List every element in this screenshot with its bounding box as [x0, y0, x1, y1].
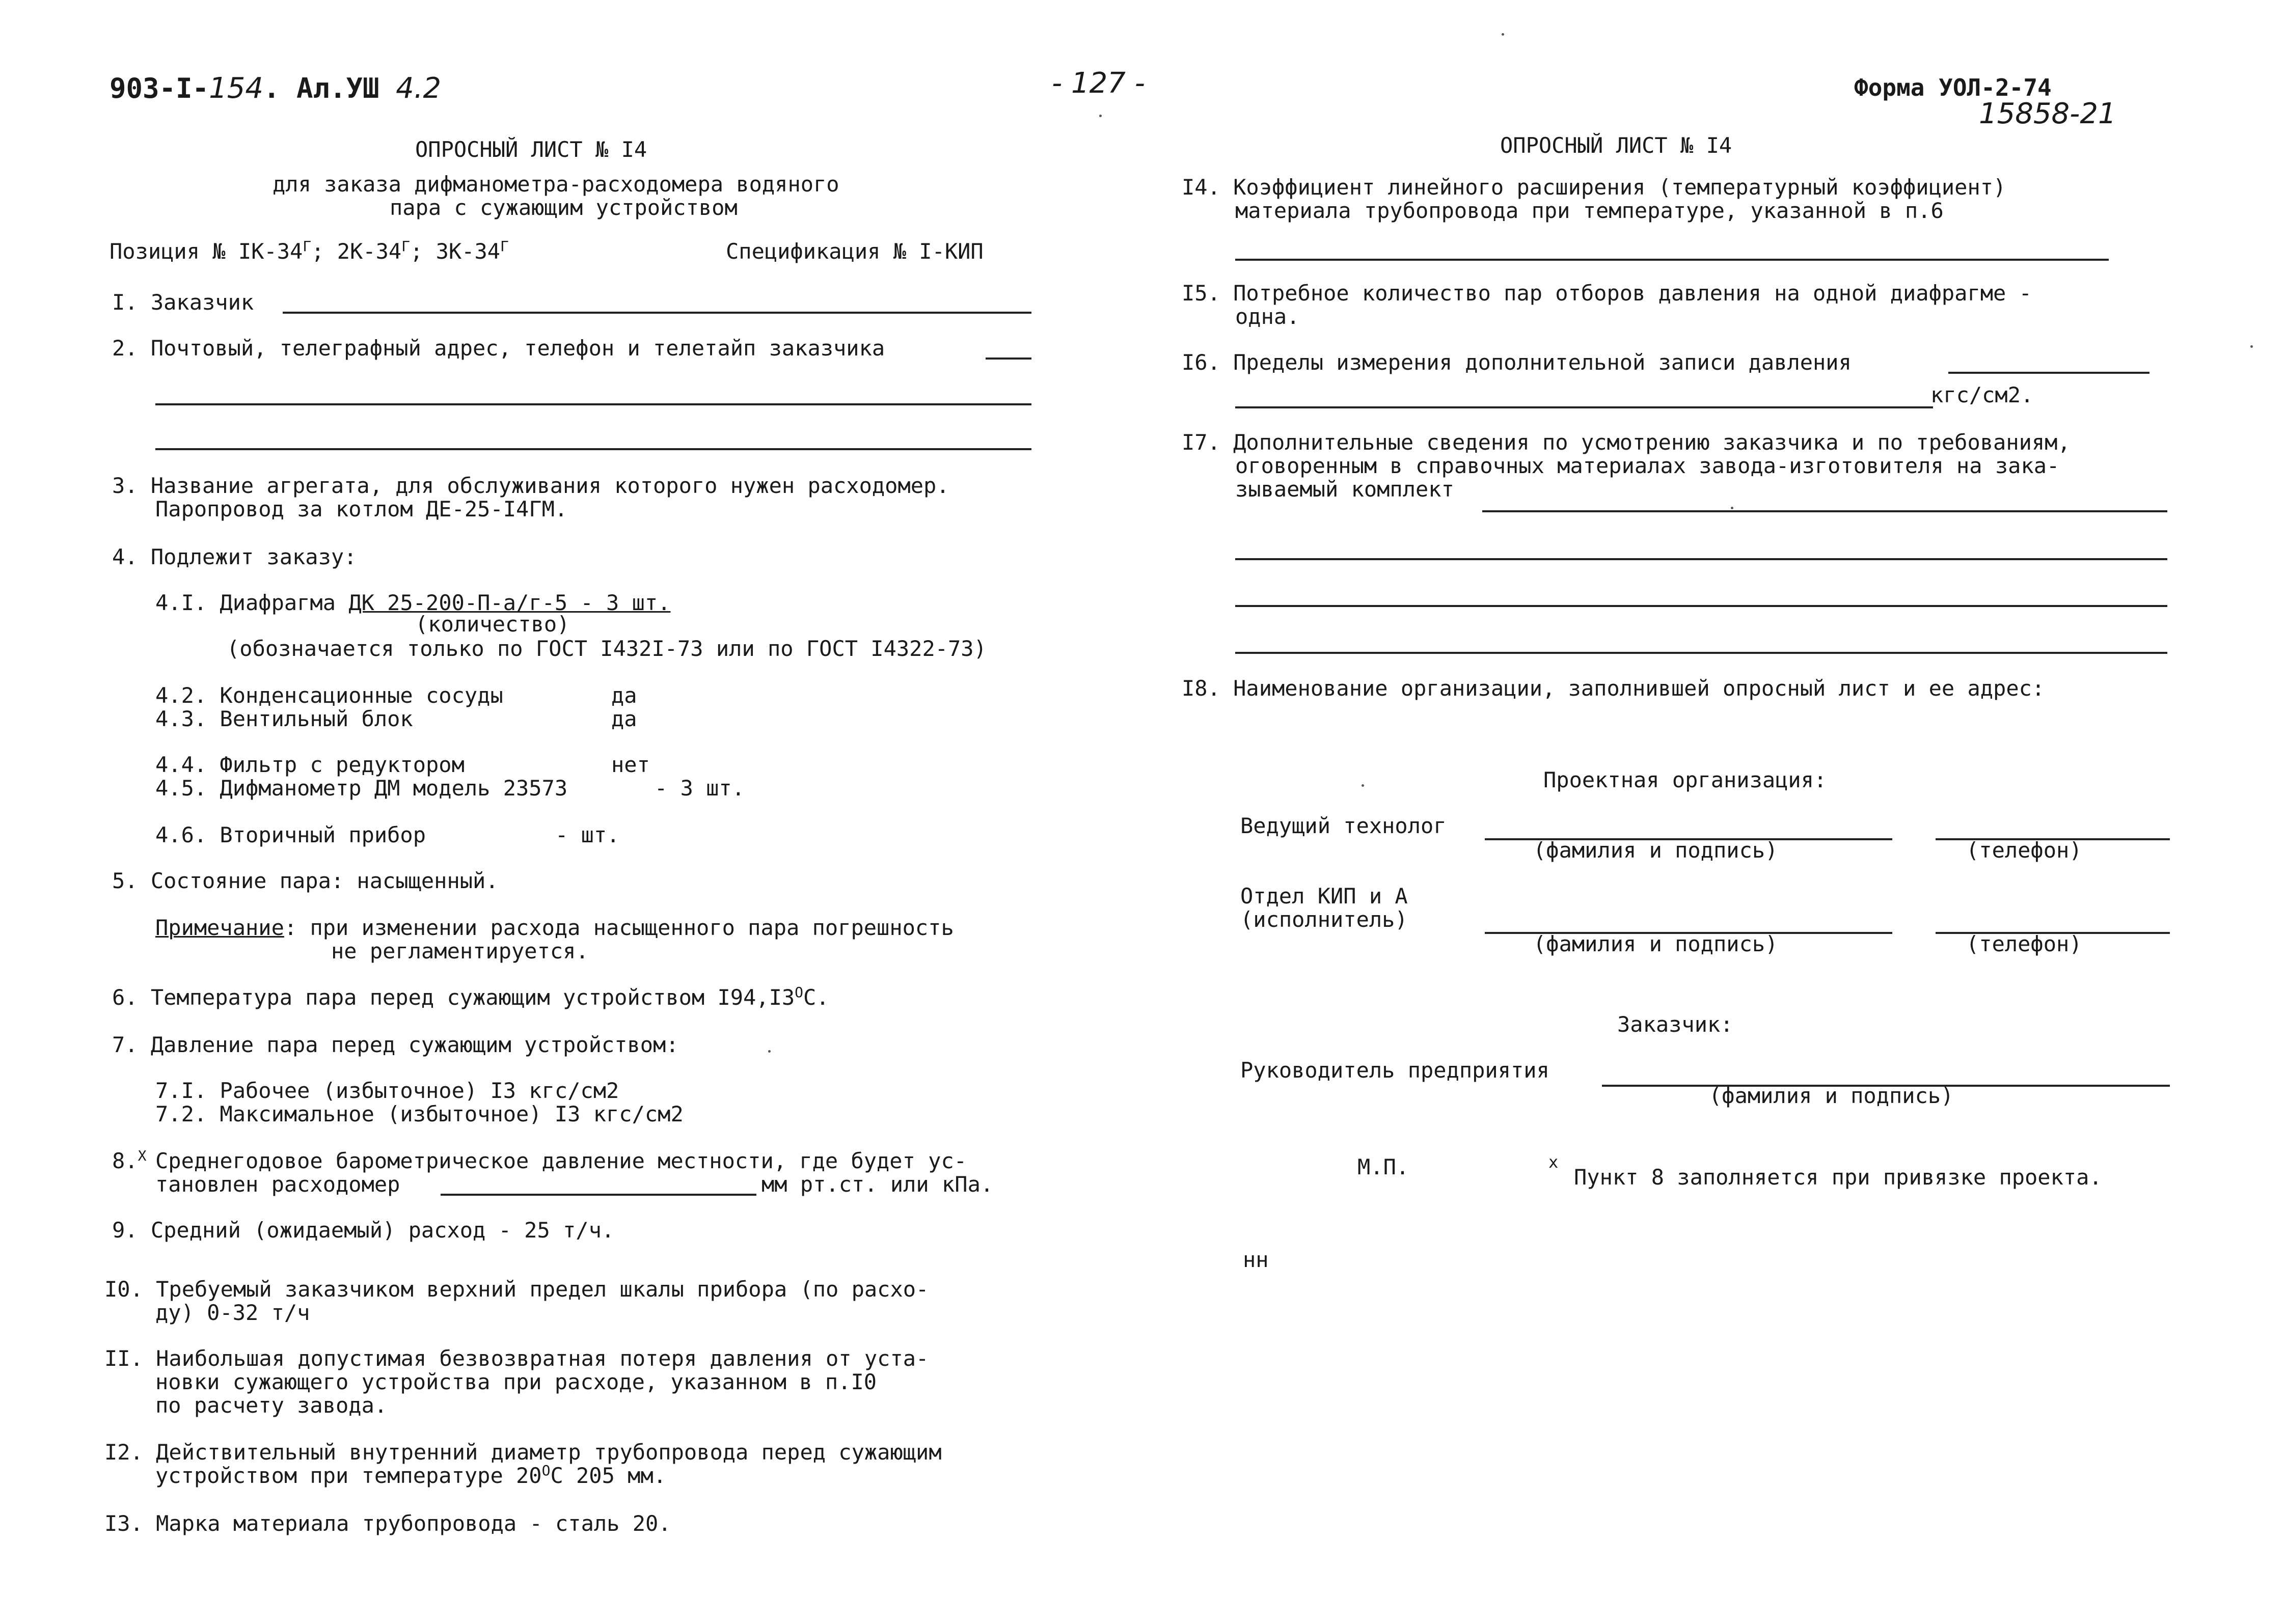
scan-speck — [1502, 33, 1504, 36]
kip-phone-caption: (телефон) — [1966, 931, 2082, 956]
item-4-1-caption: (количество) — [415, 612, 570, 637]
customer-field-line — [283, 312, 1031, 314]
item-16-line1: I6. Пределы измерения дополнительной записи давления — [1182, 350, 1852, 375]
item-18: I8. Наименование организации, заполнившей опросный лист и ее адрес: — [1182, 676, 2045, 701]
scan-speck — [1099, 115, 1102, 117]
kip-department: Отдел КИП и А — [1240, 884, 1408, 909]
item-8-number: 8.$^Х$ — [112, 1147, 147, 1173]
item-4-4-value: нет — [611, 752, 650, 777]
item-10-line1: I0. Требуемый заказчиком верхний предел шкалы прибора (по расхо- — [104, 1277, 929, 1302]
scan-speck — [768, 1050, 771, 1053]
item-1-customer: I. Заказчик — [112, 290, 254, 315]
item-7-2: 7.2. Максимальное (избыточное) I3 кгс/см2 — [155, 1102, 684, 1126]
item-10-line2: ду) 0-32 т/ч — [155, 1300, 310, 1325]
item-4-1: 4.I. Диафрагма ДК 25-200-П-а/г-5 - 3 шт. — [155, 590, 671, 615]
item-11-line3: по расчету завода. — [155, 1393, 388, 1418]
kip-executor: (исполнитель) — [1240, 907, 1408, 932]
barometric-field-line — [441, 1194, 756, 1196]
item-12-line2: устройством при температуре $20^ОС$ 205 мм. — [155, 1462, 667, 1488]
coefficient-field-line — [1235, 259, 2109, 261]
form-code: Форма УОЛ-2-74 — [1854, 74, 2052, 101]
item-15-line2: одна. — [1235, 304, 1300, 329]
footnote-mark: х — [1548, 1152, 1559, 1172]
extra-info-line-4 — [1235, 652, 2167, 654]
item-3-line2: Паропровод за котлом ДЕ-25-I4ГМ. — [155, 497, 568, 521]
kip-signature-caption: (фамилия и подпись) — [1533, 931, 1778, 956]
item-11-line2: новки сужающего устройства при расходе, указанном в п.I0 — [155, 1369, 877, 1394]
note-line2: не регламентируется. — [331, 939, 589, 964]
scan-speck — [1362, 784, 1364, 787]
item-4: 4. Подлежит заказу: — [112, 544, 357, 569]
enterprise-director: Руководитель предприятия — [1240, 1058, 1549, 1083]
left-title: ОПРОСНЫЙ ЛИСТ № I4 — [415, 137, 647, 162]
left-subtitle-line1: для заказа дифманометра-расходомера водяного — [273, 172, 839, 197]
item-4-5: 4.5. Дифманометр ДМ модель 23573 — [155, 776, 568, 801]
stamp-number: 15858-21 — [1979, 97, 2116, 130]
item-8-line2: тановлен расходомер — [155, 1172, 400, 1197]
item-4-3-value: да — [611, 706, 637, 731]
note-line1: Примечание: при изменении расхода насыщенного пара погрешность — [155, 915, 954, 940]
item-2-address: 2. Почтовый, телеграфный адрес, телефон и телетайп заказчика — [112, 336, 885, 361]
limits-field-line-2 — [1235, 406, 1933, 408]
code-handwritten: 154 — [209, 72, 263, 105]
item-16-unit: кгс/см2. — [1930, 382, 2034, 407]
item-14-line1: I4. Коэффициент линейного расширения (температурный коэффициент) — [1182, 175, 2006, 200]
design-organization: Проектная организация: — [1543, 767, 1827, 792]
item-13: I3. Марка материала трубопровода - сталь 20. — [104, 1511, 671, 1536]
item-4-1-note: (обозначается только по ГОСТ I432I-73 или по ГОСТ I4322-73) — [227, 636, 987, 661]
specification: Спецификация № I-КИП — [726, 239, 984, 264]
item-4-4: 4.4. Фильтр с редуктором — [155, 752, 465, 777]
album-handwritten: 4.2 — [396, 72, 442, 105]
code-typed: 903-I- — [110, 72, 209, 104]
lead-signature-caption: (фамилия и подпись) — [1533, 838, 1778, 863]
item-17-line2: оговоренным в справочных материалах завода-изготовителя на зака- — [1235, 453, 2060, 478]
item-6: 6. Температура пара перед сужающим устройством $I94,I3^ОС$. — [112, 984, 829, 1010]
right-title: ОПРОСНЫЙ ЛИСТ № I4 — [1500, 133, 1732, 158]
item-14-line2: материала трубопровода при температуре, указанной в п.6 — [1235, 198, 1944, 223]
position-line: Позиция № $IК-34^Г$; $2К-34^Г$; $3К-34^Г$ — [110, 238, 509, 264]
item-11-line1: II. Наибольшая допустимая безвозвратная потеря давления от уста- — [104, 1346, 929, 1371]
item-17-line3: зываемый комплект — [1235, 477, 1454, 502]
item-17-line1: I7. Дополнительные сведения по усмотрению заказчика и по требованиям, — [1182, 430, 2071, 455]
item-4-6: 4.6. Вторичный прибор — [155, 822, 426, 847]
address-field-line-2 — [155, 448, 1031, 450]
item-4-3: 4.3. Вентильный блок — [155, 706, 413, 731]
item-9: 9. Средний (ожидаемый) расход - 25 т/ч. — [112, 1218, 615, 1243]
extra-info-line-3 — [1235, 605, 2167, 607]
director-signature-caption: (фамилия и подпись) — [1709, 1083, 1954, 1108]
item-7: 7. Давление пара перед сужающим устройством: — [112, 1032, 679, 1057]
page-number: - 127 - — [1052, 67, 1145, 100]
address-field-line-1 — [155, 403, 1031, 405]
item-4-5-value: - 3 шт. — [655, 776, 745, 801]
item-3-line1: 3. Название агрегата, для обслуживания которого нужен расходомер. — [112, 473, 949, 498]
item-4-2-value: да — [611, 683, 637, 708]
item-15-line1: I5. Потребное количество пар отборов давления на одной диафрагме - — [1182, 281, 2032, 306]
item-7-1: 7.I. Рабочее (избыточное) I3 кгс/см2 — [155, 1078, 619, 1103]
extra-info-line-1 — [1482, 510, 2167, 512]
limits-field-line-1 — [1948, 372, 2149, 374]
lead-technologist: Ведущий технолог — [1240, 813, 1447, 838]
item-4-6-value: - шт. — [555, 822, 620, 847]
item-8-line1: Среднегодовое барометрическое давление местности, где будет ус- — [155, 1148, 967, 1173]
typist-initials: нн — [1243, 1247, 1269, 1272]
lead-phone-caption: (телефон) — [1966, 838, 2082, 863]
scan-speck — [2250, 345, 2253, 348]
footnote: Пункт 8 заполняется при привязке проекта. — [1574, 1165, 2102, 1190]
extra-info-line-2 — [1235, 558, 2167, 560]
seal-place: М.П. — [1357, 1154, 1409, 1179]
address-field-line-0 — [986, 357, 1031, 360]
customer-heading: Заказчик: — [1617, 1012, 1733, 1037]
album-typed: . Ал.УШ — [263, 72, 379, 104]
item-4-2: 4.2. Конденсационные сосуды — [155, 683, 503, 708]
item-5: 5. Состояние пара: насыщенный. — [112, 868, 499, 893]
item-12-line1: I2. Действительный внутренний диаметр трубопровода перед сужающим — [104, 1440, 942, 1465]
document-code — [110, 72, 442, 105]
note-label: Примечание — [155, 915, 284, 940]
item-8-tail: мм рт.ст. или кПа. — [761, 1172, 994, 1197]
scan-speck — [1731, 507, 1733, 509]
left-subtitle-line2: пара с сужающим устройством — [390, 195, 738, 220]
diaphragm-value: ДК 25-200-П-а/г-5 - 3 шт. — [348, 590, 671, 615]
